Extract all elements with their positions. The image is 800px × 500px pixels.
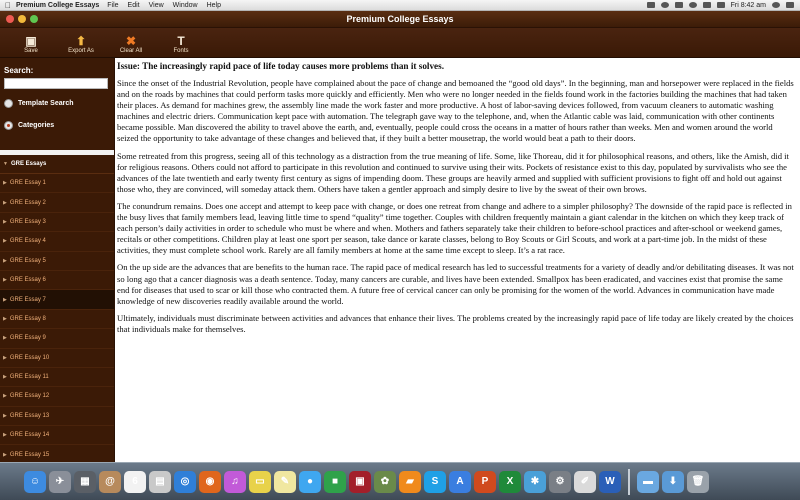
search-input[interactable] [4,78,108,89]
disclosure-closed-icon[interactable]: ▶ [3,393,7,400]
tree-item-label: GRE Essay 10 [9,354,50,361]
word-icon[interactable]: W [599,471,621,493]
disclosure-closed-icon[interactable]: ▶ [3,180,7,187]
tree-item-label: GRE Essay 12 [9,393,50,400]
essay-content[interactable] [114,58,800,462]
export-arrow-icon: ⬆ [75,34,87,48]
menu-help[interactable]: Help [206,1,221,9]
photo-booth-icon[interactable]: ▣ [349,471,371,493]
textedit-icon[interactable]: ✐ [574,471,596,493]
powerpoint-icon[interactable]: P [474,471,496,493]
categories-radio[interactable] [4,121,13,130]
time-machine-icon[interactable] [661,2,669,8]
disclosure-closed-icon[interactable]: ▶ [3,315,7,322]
tree-item-label: GRE Essay 8 [9,315,46,322]
dock-separator [628,469,630,495]
essay-paragraph: On the up side are the advances that are benefits to the human race. The rapid pace of medical research has led to successful treatments for a variety of deadly and/or debilitating diseases. It was not so long ago that a cancer diagnosis was a death sentence. Today, many cancers are curable, and lives have been extended. Smallpox has been eradicated, and vaccines exist that promise the same end for diseases that used to scar or kill those who contracted them. A future free of cervical cancer can only be promising for the women of the world. Advances in communication have made knowledge of new discoveries readily available around the world. [117,262,794,306]
disclosure-closed-icon[interactable]: ▶ [3,199,7,206]
template-search-label: Template Search [18,100,74,107]
categories-option[interactable] [4,121,54,130]
app-store-icon[interactable]: A [449,471,471,493]
notes-icon[interactable]: ✎ [274,471,296,493]
excel-icon[interactable]: X [499,471,521,493]
essay-paragraph: Since the onset of the Industrial Revolution, people have complained about the pace of change and bemoaned the “good old days”. In the beginning, man and horsepower were replaced in the fields and on the roads by machines that could perform tasks more quickly and efficiently. Men who were no longer needed in the fields found work in the factories building the machines that had taken their places. As demand for machines grew, the assembly line made the work faster and more productive. A host of labor-saving devices followed, from vacuum cleaners to automatic washing machines and electric driers. Communication kept pace with automation. The telegraph gave way to the telephone, and, when the Atlantic cable was laid, communication with other continents became possible. Man discovered the ability to travel above the earth, and, eventually, people could cross the oceans in a matter of hours rather than weeks. Men and women around the world seized the opportunity to take advantage of these changes and believed that, if they built a better mousetrap, the world would beat a path to their doors. [117,78,794,144]
itunes-icon[interactable]: ♫ [224,471,246,493]
window-title: Premium College Essays [346,14,454,24]
disclosure-open-icon[interactable]: ▼ [3,161,8,167]
tree-item[interactable] [0,310,114,329]
spotlight-icon[interactable] [772,2,780,8]
tree-item[interactable] [0,252,114,271]
sidebar [0,58,114,462]
disclosure-closed-icon[interactable]: ▶ [3,374,7,381]
fonts-label: Fonts [173,48,189,54]
apple-menu-icon[interactable] [0,1,16,10]
fonts-t-icon: T [177,34,185,48]
essay-title: Issue: The increasingly rapid pace of life today causes more problems than it solves. [117,61,445,71]
save-icon: ▣ [25,34,37,48]
launchpad-icon[interactable]: ✈ [49,471,71,493]
tree-items [0,174,114,465]
mission-control-icon[interactable]: ▦ [74,471,96,493]
tree-item[interactable] [0,213,114,232]
tree-item-label: GRE Essay 11 [9,374,49,381]
menu-window[interactable]: Window [172,1,198,9]
menu-view[interactable]: View [148,1,164,9]
calendar-icon[interactable]: 6 [124,471,146,493]
disclosure-closed-icon[interactable]: ▶ [3,451,7,458]
menu-clock[interactable]: Fri 8:42 am [730,1,766,9]
template-search-option[interactable] [4,99,74,108]
battery-icon[interactable] [717,2,725,8]
tree-item-label: GRE Essay 6 [9,277,46,284]
folder-icon[interactable]: ▬ [637,471,659,493]
disclosure-closed-icon[interactable]: ▶ [3,218,7,225]
tree-item[interactable] [0,232,114,251]
save-button[interactable] [6,27,56,57]
tree-item[interactable] [0,387,114,406]
ibooks-icon[interactable]: ▰ [399,471,421,493]
disclosure-closed-icon[interactable]: ▶ [3,412,7,419]
status-tray [647,2,800,9]
disclosure-closed-icon[interactable]: ▶ [3,296,7,303]
menu-app-name[interactable]: Premium College Essays [16,1,100,9]
essay-paragraph: Ultimately, individuals must discriminate between activities and advances that enhance their lives. The problems created by the increasingly rapid pace of life today are likely created by the choices that individuals make for themselves. [117,312,794,334]
tree-item[interactable] [0,368,114,387]
category-tree [0,155,114,465]
menu-edit[interactable]: Edit [127,1,140,9]
disclosure-closed-icon[interactable]: ▶ [3,335,7,342]
export-button[interactable] [56,27,106,57]
disclosure-closed-icon[interactable]: ▶ [3,354,7,361]
stickies-icon[interactable]: ▭ [249,471,271,493]
essay-paragraph: The conundrum remains. Does one accept and attempt to keep pace with change, or does one retreat from change and adhere to a simpler philosophy? The downside of the rapid pace is reflected in the busy lives that family members lead, leaving little time to spend “quality” time together. Couples with children frequently maintain a giant calendar in the kitchen on which they keep track of each person’s daily activities in order to schedule who must be where and when. Mothers and fathers separately take their children to before-school practices and after-school or weekend games, recitals or other competitions. Children play at least one sport per season, take dance or karate classes, belong to Boy Scouts or Girl Scouts, and work at a part-time job. In the midst of these activities, they must complete school work. Rarely are all family members at home at the same time except to sleep. It’s a rat race. [117,200,792,256]
system-preferences-icon[interactable]: ⚙ [549,471,571,493]
menu-file[interactable]: File [107,1,119,9]
tree-item-label: GRE Essay 7 [9,296,46,303]
firefox-icon[interactable]: ◉ [199,471,221,493]
tree-item-label: GRE Essay 13 [9,412,50,419]
tree-item-label: GRE Essay 4 [9,238,46,245]
tree-item-label: GRE Essay 5 [9,257,46,264]
facetime-icon[interactable]: ■ [324,471,346,493]
bluetooth-icon[interactable] [675,2,683,8]
tree-item[interactable] [0,426,114,445]
tree-item-label: GRE Essay 1 [9,180,46,187]
categories-label: Categories [18,122,55,129]
tree-item[interactable] [0,271,114,290]
tree-item-label: GRE Essay 9 [9,335,46,342]
toolbar [0,28,800,58]
disclosure-closed-icon[interactable]: ▶ [3,238,7,245]
disclosure-closed-icon[interactable]: ▶ [3,432,7,439]
menu-bar [0,0,800,11]
window-title-bar [0,11,800,28]
contacts-icon[interactable]: @ [99,471,121,493]
tree-item[interactable] [0,193,114,212]
tree-item[interactable] [0,290,114,309]
tree-group-gre-essays[interactable] [0,155,114,174]
skype-icon[interactable]: S [424,471,446,493]
tree-item-label: GRE Essay 15 [9,451,50,458]
tree-group-label: GRE Essays [10,161,47,167]
preview-icon[interactable]: ▤ [149,471,171,493]
tree-item[interactable] [0,174,114,193]
save-label: Save [24,48,38,54]
clear-all-button[interactable] [106,27,156,57]
safari-icon[interactable]: ◎ [174,471,196,493]
tree-item-label: GRE Essay 2 [9,199,46,206]
dock [0,462,800,500]
clear-x-icon: ✖ [125,34,137,48]
volume-icon[interactable] [703,2,711,8]
trash-icon[interactable]: 🗑 [687,471,709,493]
search-label: Search: [4,66,34,75]
iphoto-icon[interactable]: ✿ [374,471,396,493]
downloads-icon[interactable]: ⬇ [662,471,684,493]
fonts-button[interactable] [156,27,206,57]
messages-icon[interactable]: ● [299,471,321,493]
disclosure-closed-icon[interactable]: ▶ [3,277,7,284]
essay-paragraph: Some retreated from this progress, seeing all of this technology as a distraction from the true meaning of life. Some, like Thoreau, did it for philosophical reasons, and others, like the Amish, did it for religious reasons. Others could not afford to participate in this revolution and continued to survive using their wits. Pockets of resistance exist to this day, populated by survivalists who see the advances of the late twentieth and early twenty first century as signs of impending doom. These groups are heavily armed and supplied with sufficient provisions to fight off and hold out against those who, they are convinced, will someday attack them. Others have taken a gentler approach and simply desire to live by the sweat of their own brows. [117,150,789,194]
tree-item[interactable] [0,329,114,348]
notification-center-icon[interactable] [786,2,794,8]
disclosure-closed-icon[interactable]: ▶ [3,257,7,264]
photos-icon[interactable]: ✱ [524,471,546,493]
tree-item-label: GRE Essay 14 [9,432,50,439]
clear-label: Clear All [119,48,143,54]
export-label: Export As [68,48,94,54]
template-search-radio[interactable] [4,99,13,108]
tree-item[interactable] [0,407,114,426]
finder-icon[interactable]: ☺ [24,471,46,493]
dropbox-icon[interactable] [647,2,655,8]
tree-item[interactable] [0,349,114,368]
wifi-icon[interactable] [689,2,697,8]
tree-item-label: GRE Essay 3 [9,218,46,225]
